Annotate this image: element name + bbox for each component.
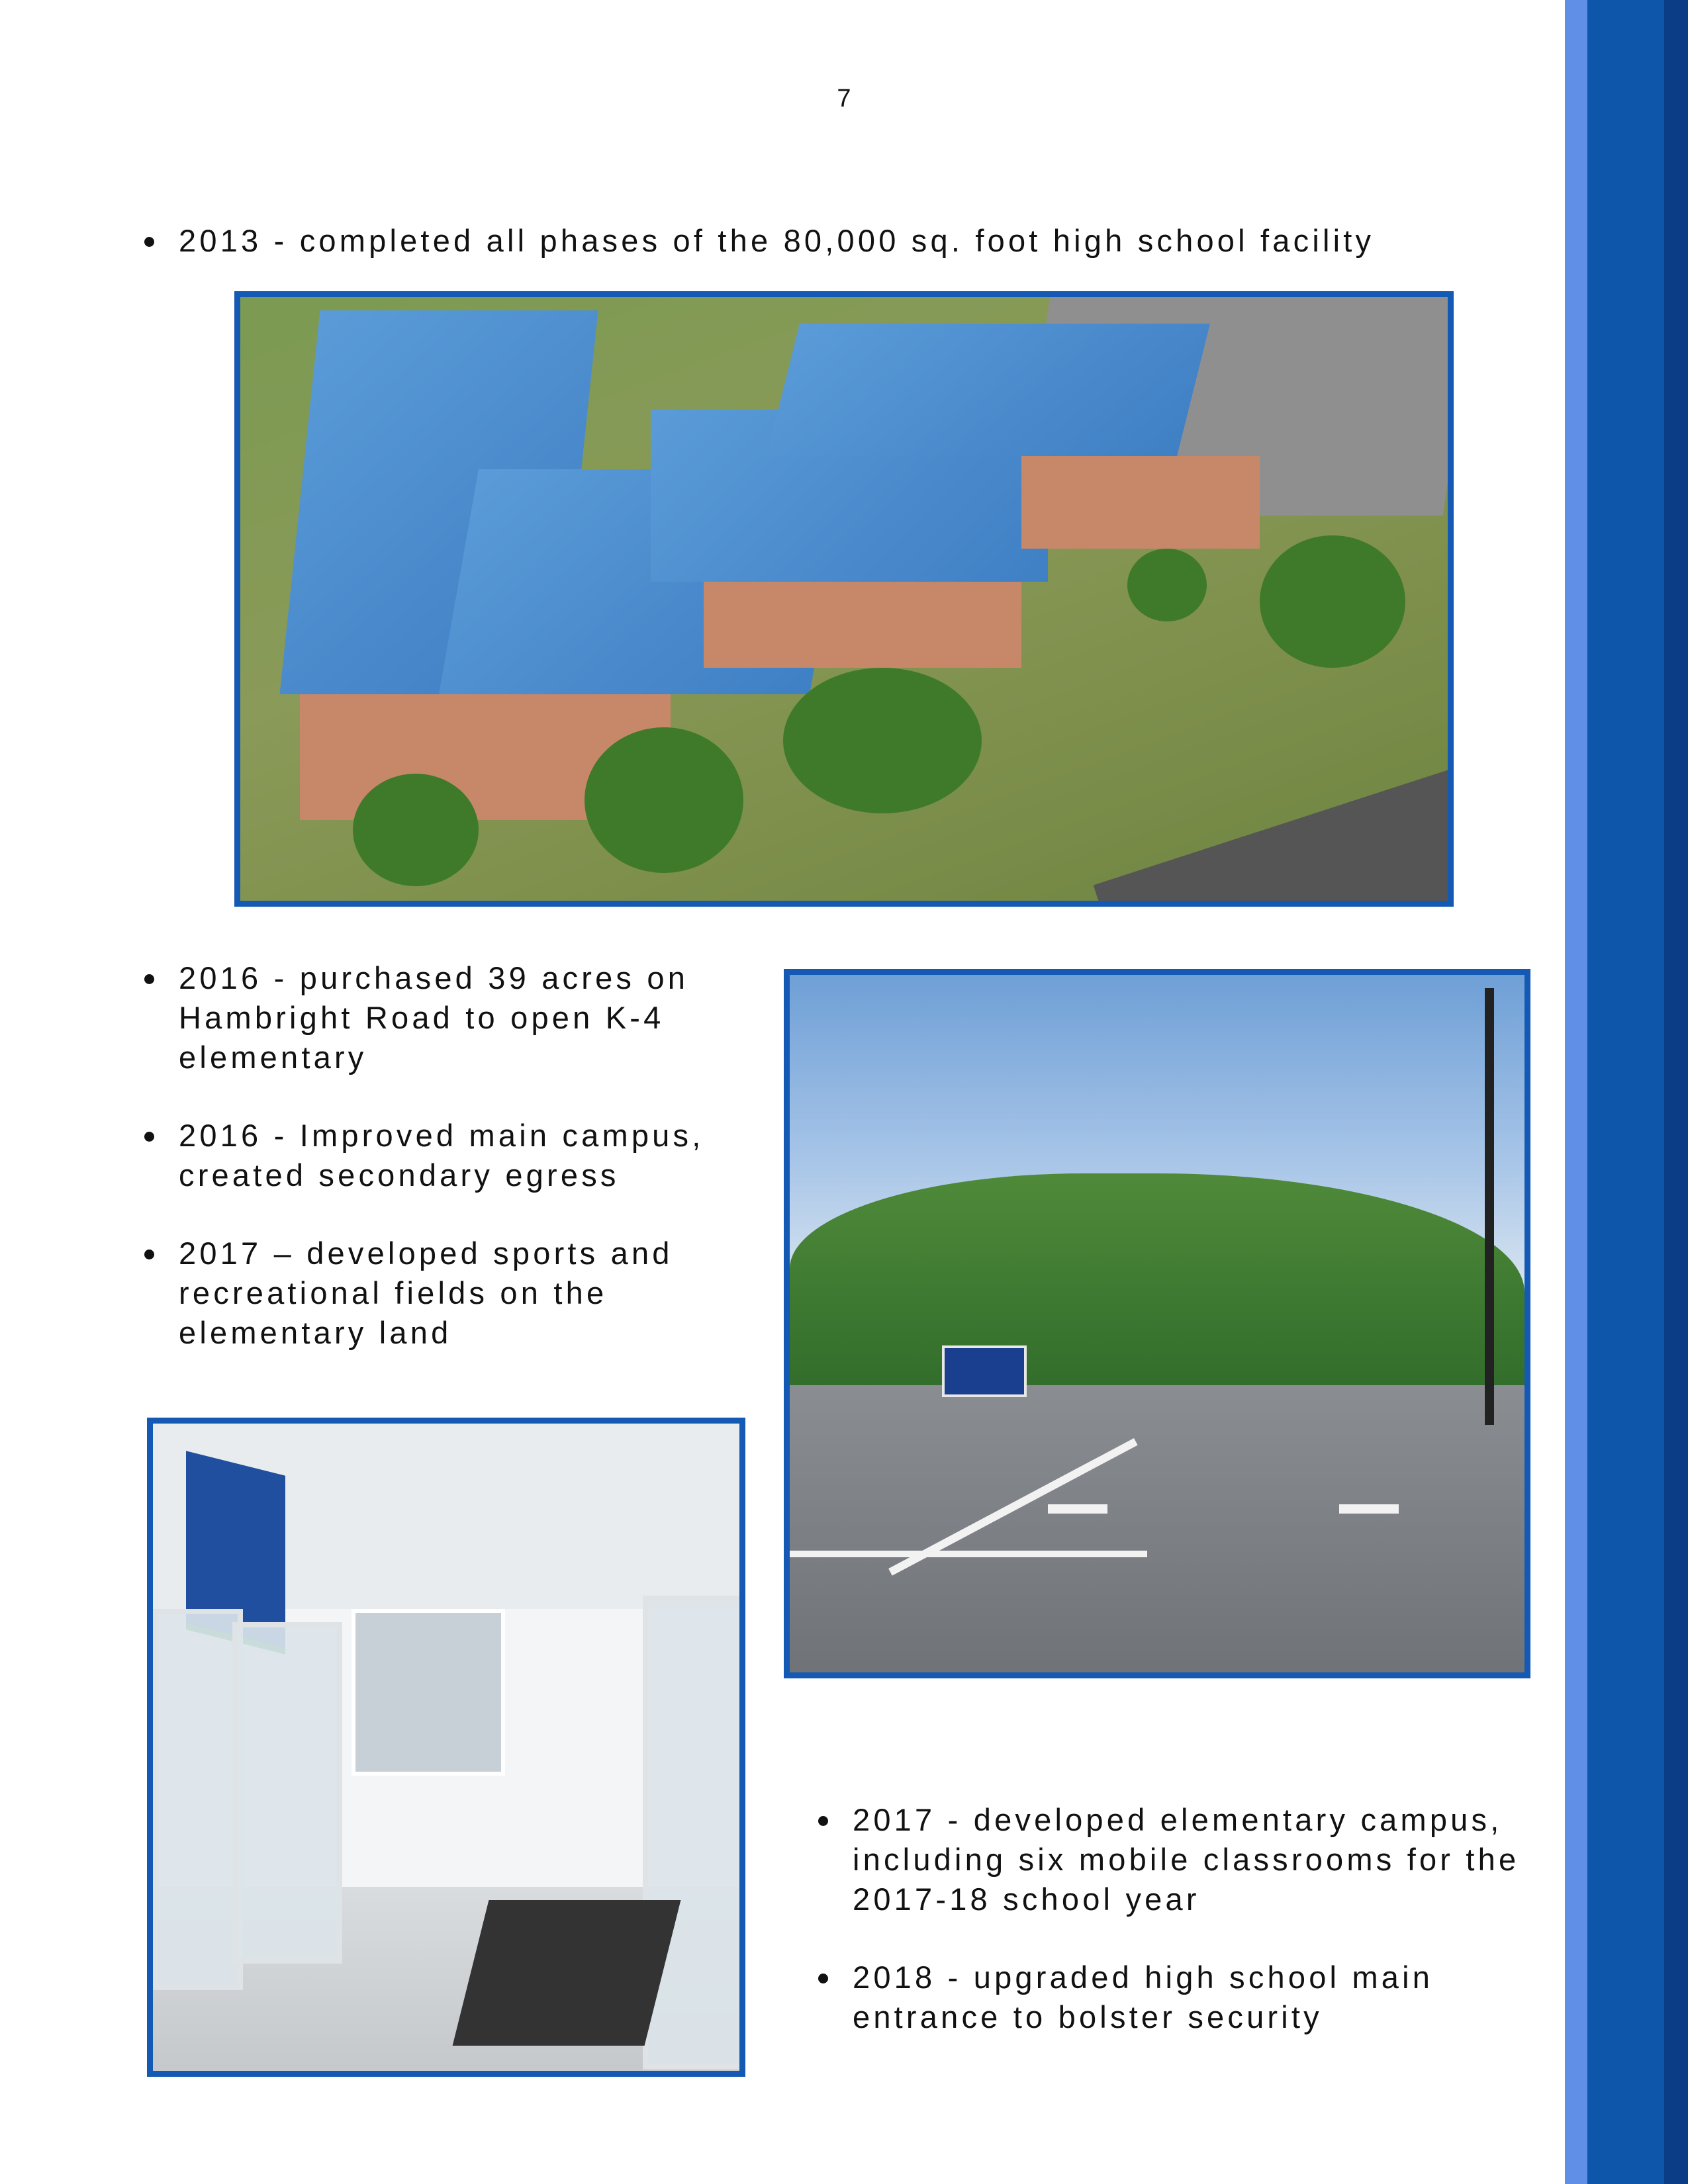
bullet-dot	[144, 237, 154, 247]
middle-list	[144, 958, 740, 1353]
page-number: 7	[837, 85, 851, 113]
high-school-aerial-photo	[234, 291, 1454, 907]
list-item	[818, 1958, 1553, 2037]
facility-list	[144, 221, 1534, 261]
list-item-text: 2016 - purchased 39 acres on Hambright Road to open K-4 elementary	[179, 960, 689, 1075]
bullet-dot	[144, 974, 154, 984]
list-item	[144, 1116, 740, 1195]
list-item	[818, 1800, 1553, 1919]
bullet-dot	[144, 1250, 154, 1259]
list-item	[144, 1234, 740, 1353]
list-item	[144, 958, 740, 1077]
bullet-dot	[818, 1816, 828, 1826]
list-item	[144, 221, 1534, 261]
bullet-dot	[144, 1132, 154, 1142]
school-entrance-interior-photo	[147, 1418, 745, 2077]
list-item-text: 2018 - upgraded high school main entrance to bolster security	[853, 1960, 1434, 2034]
list-item-text: 2017 - developed elementary campus, including six mobile classrooms for the 2017-18 school year	[853, 1802, 1520, 1917]
list-item-text: 2016 - Improved main campus, created secondary egress	[179, 1118, 704, 1193]
bullet-dot	[818, 1974, 828, 1983]
side-strip-light	[1565, 0, 1587, 2184]
bottom-list	[818, 1800, 1553, 2037]
list-item-text: 2013 - completed all phases of the 80,000 sq. foot high school facility	[179, 223, 1375, 258]
entrance-road-photo	[784, 969, 1530, 1678]
list-item-text: 2017 – developed sports and recreational fields on the elementary land	[179, 1236, 673, 1350]
side-strip-dark	[1664, 0, 1688, 2184]
side-strip-mid	[1587, 0, 1664, 2184]
